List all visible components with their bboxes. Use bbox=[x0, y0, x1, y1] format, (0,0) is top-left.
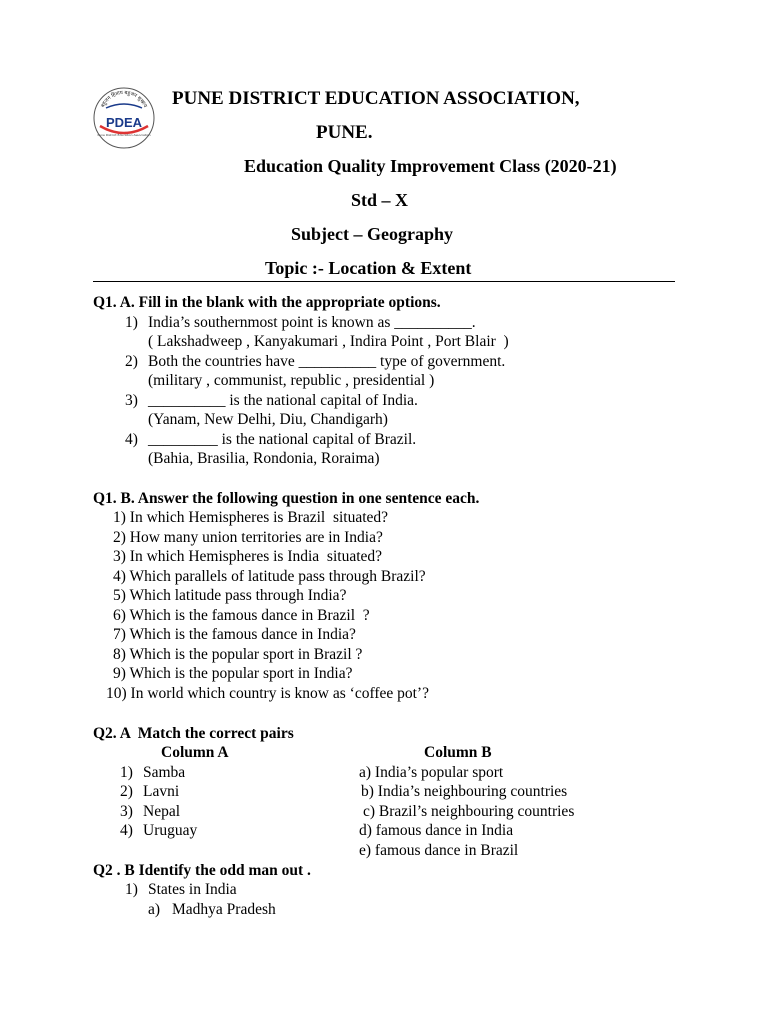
q2a-col-a-item: Uruguay bbox=[143, 822, 198, 839]
q1b-item: 8) Which is the popular sport in Brazil ? bbox=[113, 646, 363, 663]
topic-line: Topic :- Location & Extent bbox=[265, 258, 472, 278]
q1b-item: 6) Which is the famous dance in Brazil ? bbox=[113, 607, 370, 624]
q2b-sub-text: Madhya Pradesh bbox=[172, 901, 276, 918]
q2a-col-a-item: Nepal bbox=[143, 803, 181, 820]
q2a-col-a-num: 4) bbox=[120, 822, 133, 839]
q2b-title: Q2 . B Identify the odd man out . bbox=[93, 862, 311, 879]
q2a-title: Q2. A Match the correct pairs bbox=[93, 725, 294, 742]
q1b-item: 3) In which Hemispheres is India situated? bbox=[113, 548, 383, 565]
q1a-item-num: 4) bbox=[125, 431, 138, 448]
q2b-sub-num: a) bbox=[148, 901, 161, 918]
q2b-item-num: 1) bbox=[125, 881, 138, 898]
q1a-item-options: ( Lakshadweep , Kanyakumari , Indira Point , Port Blair ) bbox=[148, 333, 509, 350]
logo-name: PDEA bbox=[105, 115, 143, 130]
q1a-item-text: India’s southernmost point is known as __________. bbox=[148, 314, 476, 331]
q2a-col-a-item: Samba bbox=[143, 764, 186, 781]
logo-arc-text: बहुजन हिताय बहुजन सुखाय bbox=[100, 89, 148, 109]
q1a-item-text: _________ is the national capital of Brazil. bbox=[148, 431, 417, 448]
q1b-item: 2) How many union territories are in India? bbox=[113, 529, 383, 546]
q2a-col-a-num: 1) bbox=[120, 764, 133, 781]
q1b-item: 10) In world which country is know as ‘coffee pot’? bbox=[106, 685, 429, 702]
header-line2: PUNE. bbox=[316, 122, 373, 143]
logo-sub-text: Pune District Education Association bbox=[97, 133, 151, 137]
q2a-col-b-item: e) famous dance in Brazil bbox=[359, 842, 519, 859]
q1b-item: 9) Which is the popular sport in India? bbox=[113, 665, 353, 682]
pdea-logo bbox=[92, 86, 156, 150]
q2a-col-a-header: Column A bbox=[161, 744, 229, 761]
q1b-item: 4) Which parallels of latitude pass through Brazil? bbox=[113, 568, 426, 585]
std-line: Std – X bbox=[351, 190, 409, 210]
q1a-item-num: 2) bbox=[125, 353, 138, 370]
q1a-item-options: (military , communist, republic , presidential ) bbox=[148, 372, 435, 389]
q1b-item: 7) Which is the famous dance in India? bbox=[113, 626, 356, 643]
q2a-col-b-item: a) India’s popular sport bbox=[359, 764, 504, 781]
q2a-col-b-header: Column B bbox=[424, 744, 492, 761]
q2a-col-a-num: 3) bbox=[120, 803, 133, 820]
q2a-col-a-num: 2) bbox=[120, 783, 133, 800]
q2a-col-a-item: Lavni bbox=[143, 783, 180, 800]
q1a-title: Q1. A. Fill in the blank with the appropriate options. bbox=[93, 294, 441, 311]
q1a-item-text: __________ is the national capital of India. bbox=[148, 392, 418, 409]
header-divider bbox=[93, 281, 675, 282]
q1b-item: 5) Which latitude pass through India? bbox=[113, 587, 347, 604]
q1a-item-options: (Bahia, Brasilia, Rondonia, Roraima) bbox=[148, 450, 380, 467]
q2a-col-b-item: c) Brazil’s neighbouring countries bbox=[363, 803, 575, 820]
q2a-col-b-item: b) India’s neighbouring countries bbox=[361, 783, 568, 800]
q1b-item: 1) In which Hemispheres is Brazil situated? bbox=[113, 509, 389, 526]
q2b-item-text: States in India bbox=[148, 881, 237, 898]
q1a-item-num: 3) bbox=[125, 392, 138, 409]
q1a-item-num: 1) bbox=[125, 314, 138, 331]
header-line1: PUNE DISTRICT EDUCATION ASSOCIATION, bbox=[172, 88, 580, 109]
subject-line: Subject – Geography bbox=[291, 224, 453, 244]
q1a-item-options: (Yanam, New Delhi, Diu, Chandigarh) bbox=[148, 411, 388, 428]
q1a-item-text: Both the countries have __________ type of government. bbox=[148, 353, 506, 370]
q2a-col-b-item: d) famous dance in India bbox=[359, 822, 514, 839]
class-line: Education Quality Improvement Class (2020-21) bbox=[244, 156, 617, 176]
q1b-title: Q1. B. Answer the following question in one sentence each. bbox=[93, 490, 480, 507]
